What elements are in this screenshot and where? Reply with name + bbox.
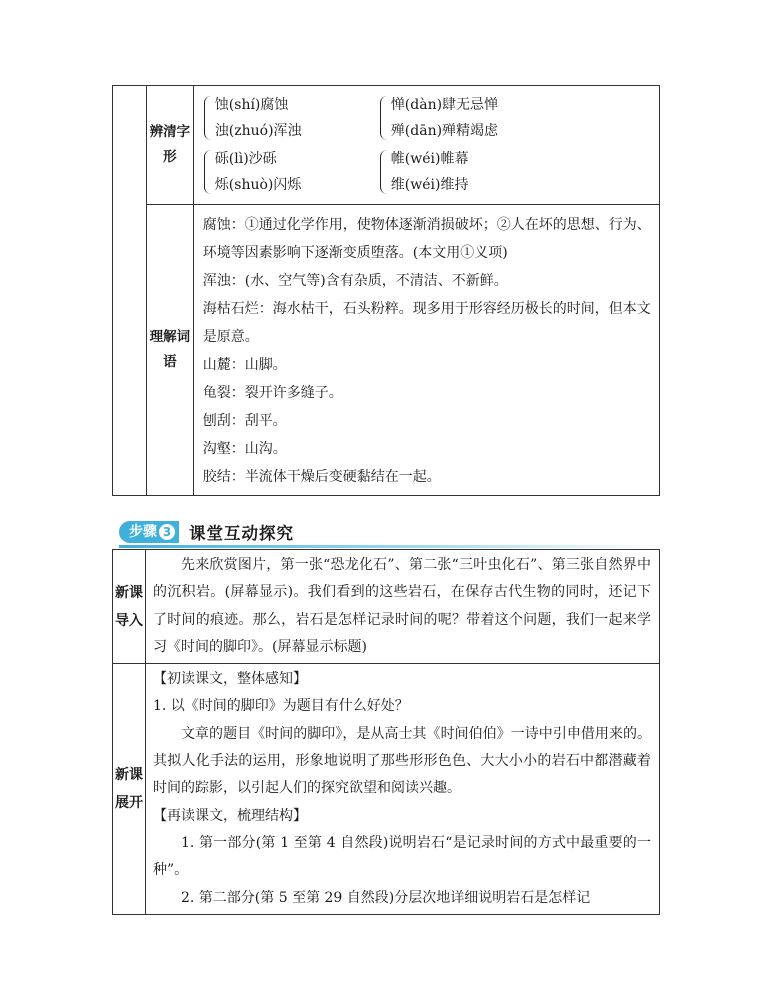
step-number: 3 xyxy=(159,524,175,540)
brace-icon xyxy=(204,150,212,194)
vocabulary-table xyxy=(112,85,660,496)
brace-icon xyxy=(380,150,388,194)
definition-item: 海枯石烂：海水枯干，石头粉粹。现多用于形容经历极长的时间，但本文是原意。 xyxy=(202,301,651,345)
intro-paragraph: 先来欣赏图片，第一张“恐龙化石”、第二张“三叶虫化石”、第三张自然界中的沉积岩。(屏幕显示)。我们看到的这些岩石，在保存古代生物的同时，还记下了时间的痕迹。那么，岩石是怎样记录时间的呢？带着这个问题，我们一起来学习《时间的脚印》。(屏幕显示标题) xyxy=(153,557,651,655)
distinguish-label: 辨清字形 xyxy=(146,86,193,205)
definition-item: 刨刮：刮平。 xyxy=(202,413,287,429)
step-title: 课堂互动探究 xyxy=(189,524,294,543)
char-pair: 帷(wéi)帷幕 维(wéi)维持 xyxy=(379,146,619,198)
expand-label: 新课展开 xyxy=(113,664,146,915)
lesson-table xyxy=(112,549,660,915)
definition-item: 胶结：半流体干燥后变硬黏结在一起。 xyxy=(202,469,441,485)
understand-label: 理解词语 xyxy=(146,205,193,496)
definition-item: 沟壑：山沟。 xyxy=(202,441,287,457)
blank-column xyxy=(113,86,147,496)
section-heading: 【初读课文，整体感知】 xyxy=(153,671,307,688)
char-pair: 蚀(shí)腐蚀 浊(zhuó)浑浊 xyxy=(203,92,379,144)
definition-item: 龟裂：裂开许多缝子。 xyxy=(202,385,343,401)
definition-item: 浑浊：(水、空气等)含有杂质，不清洁、不新鲜。 xyxy=(202,273,508,289)
step-badge: 步骤 3 xyxy=(119,521,179,543)
step-underline xyxy=(119,545,659,548)
definition-item: 山麓：山脚。 xyxy=(202,357,287,373)
brace-icon xyxy=(380,96,388,140)
structure-item: 2. 第二部分(第 5 至第 29 自然段)分层次地详细说明岩石是怎样记 xyxy=(181,889,591,906)
brace-icon xyxy=(204,96,212,140)
question: 1. 以《时间的脚印》为题目有什么好处？ xyxy=(153,698,409,715)
expand-content xyxy=(146,664,660,915)
intro-content xyxy=(146,550,660,664)
char-pair: 惮(dàn)肆无忌惮 殚(dān)殚精竭虑 xyxy=(379,92,619,144)
answer-paragraph: 文章的题目《时间的脚印》，是从高士其《时间伯伯》一诗中引申借用来的。其拟人化手法的运用，形象地说明了那些形形色色、大大小小的岩石中都潜藏着时间的踪影，以引起人们的探究欲望和阅读兴趣。 xyxy=(153,725,651,797)
intro-label: 新课导入 xyxy=(113,550,146,664)
step-header xyxy=(119,519,294,545)
distinguish-content xyxy=(193,86,659,205)
section-heading: 【再读课文，梳理结构】 xyxy=(153,807,307,824)
structure-item: 1. 第一部分(第 1 至第 4 自然段)说明岩石“是记录时间的方式中最重要的一种”。 xyxy=(153,834,651,879)
definitions xyxy=(193,205,659,496)
definition-item: 腐蚀：①通过化学作用，使物体逐渐消损破坏；②人在坏的思想、行为、环境等因素影响下逐渐变质堕落。(本文用①义项) xyxy=(202,217,651,261)
char-pair: 砾(lì)沙砾 烁(shuò)闪烁 xyxy=(203,146,379,198)
